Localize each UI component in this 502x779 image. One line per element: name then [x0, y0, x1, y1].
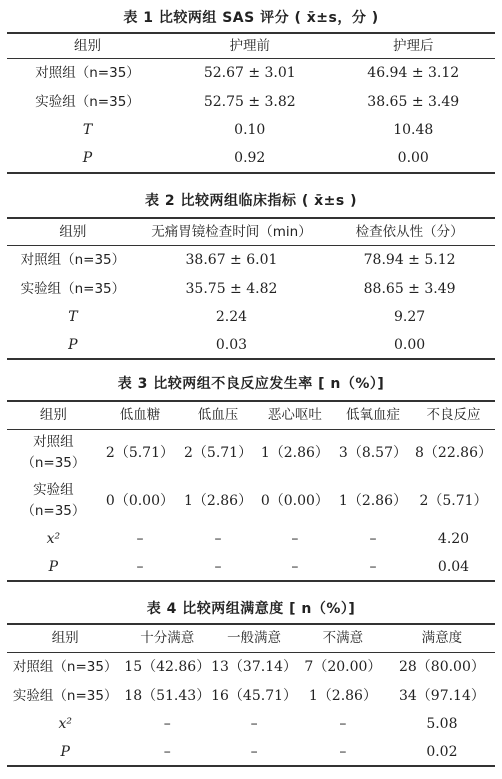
- table-1: [7, 32, 495, 174]
- table-2-caption: 表 2 比较两组临床指标 ( x̄±s ): [144, 193, 357, 209]
- table-row: [7, 303, 495, 331]
- header-exam-time: 无痛胃镜检查时间（min）: [139, 218, 324, 245]
- row-label: P: [68, 336, 78, 353]
- table-row: [7, 525, 495, 553]
- cell: 78.94 ± 5.12: [363, 252, 456, 269]
- cell: 4.20: [437, 531, 470, 547]
- cell: –: [291, 558, 299, 575]
- table-3: [7, 400, 495, 582]
- table-row: [7, 144, 495, 173]
- row-label: x²: [46, 531, 61, 547]
- header-hypoglycemia: 低血糖: [100, 401, 181, 429]
- row-label: 对照组（n=35）: [12, 659, 118, 676]
- header-hypoxemia: 低氧血症: [334, 401, 412, 429]
- row-label: P: [82, 150, 93, 166]
- cell: 1（2.86）: [260, 445, 329, 462]
- cell: 0（0.00）: [105, 493, 175, 509]
- cell: 10.48: [393, 122, 434, 138]
- table-row: [7, 553, 495, 581]
- cell: 52.67 ± 3.01: [203, 65, 296, 82]
- header-hypotension: 低血压: [180, 401, 256, 429]
- cell: 1（2.86）: [338, 493, 408, 509]
- table-2-block: [7, 190, 495, 360]
- table-row: [7, 245, 495, 275]
- cell: –: [339, 743, 347, 760]
- table-1-block: [7, 8, 495, 174]
- table-row: [7, 275, 495, 303]
- cell: 1（2.86）: [184, 493, 253, 509]
- row-label: T: [68, 309, 78, 325]
- header-dissatisfied: 不满意: [297, 624, 389, 652]
- header-very-satisfied: 十分满意: [123, 624, 211, 652]
- header-group: 组别: [7, 624, 123, 652]
- table-2: [7, 217, 495, 360]
- table-4-caption: 表 4 比较两组满意度 [ n（%）]: [146, 601, 356, 617]
- table-row: [7, 682, 495, 710]
- cell: –: [250, 743, 258, 760]
- cell: 15（42.86）: [124, 659, 211, 676]
- cell: –: [163, 743, 171, 760]
- row-label: x²: [58, 716, 72, 732]
- cell: 46.94 ± 3.12: [367, 65, 460, 82]
- cell: –: [136, 531, 144, 547]
- header-group: 组别: [7, 33, 168, 58]
- cell: 18（51.43）: [124, 688, 211, 704]
- cell: 35.75 ± 4.82: [185, 281, 278, 297]
- cell: 52.75 ± 3.82: [203, 94, 296, 110]
- table-row: [7, 477, 495, 525]
- cell: 2.24: [215, 309, 248, 325]
- header-adverse-reactions: 不良反应: [412, 401, 495, 429]
- cell: 28（80.00）: [398, 659, 485, 676]
- table-1-caption: 表 1 比较两组 SAS 评分 ( x̄±s，分 ): [123, 10, 379, 26]
- row-label: 对照组（n=35）: [21, 434, 86, 472]
- cell: 0（0.00）: [260, 493, 329, 509]
- cell: –: [163, 716, 171, 732]
- cell: 16（45.71）: [211, 688, 298, 704]
- cell: 7（20.00）: [304, 659, 382, 676]
- cell: 0.00: [394, 336, 426, 353]
- cell: 38.67 ± 6.01: [185, 252, 278, 269]
- table-row: [7, 429, 495, 477]
- header-before-care: 护理前: [168, 33, 331, 58]
- cell: 1（2.86）: [308, 688, 377, 704]
- cell: –: [136, 558, 144, 575]
- cell: –: [369, 531, 377, 547]
- cell: 0.04: [437, 558, 470, 575]
- cell: 0.02: [426, 743, 458, 760]
- table-row: [7, 58, 495, 88]
- header-after-care: 护理后: [332, 33, 496, 58]
- table-4: [7, 623, 495, 767]
- cell: 2（5.71）: [419, 493, 488, 509]
- table-row: [7, 88, 495, 116]
- table-4-block: [7, 598, 495, 767]
- header-group: 组别: [7, 218, 139, 245]
- cell: 9.27: [394, 309, 426, 325]
- cell: 34（97.14）: [398, 688, 485, 704]
- row-label: P: [48, 558, 59, 575]
- cell: 38.65 ± 3.49: [367, 94, 460, 110]
- cell: 2（5.71）: [105, 445, 175, 462]
- cell: 0.92: [234, 150, 266, 166]
- header-satisfaction-rate: 满意度: [389, 624, 495, 652]
- cell: 13（37.14）: [211, 659, 298, 676]
- cell: 5.08: [426, 716, 458, 732]
- cell: –: [369, 558, 377, 575]
- cell: 0.03: [215, 336, 248, 353]
- cell: 88.65 ± 3.49: [363, 281, 456, 297]
- cell: 2（5.71）: [184, 445, 253, 462]
- table-3-caption: 表 3 比较两组不良反应发生率 [ n（%）]: [117, 376, 385, 392]
- cell: –: [214, 531, 222, 547]
- table-row: [7, 710, 495, 738]
- cell: –: [291, 531, 299, 547]
- cell: –: [250, 716, 258, 732]
- header-nausea-vomiting: 恶心呕吐: [256, 401, 334, 429]
- table-row: [7, 738, 495, 766]
- cell: –: [214, 558, 222, 575]
- header-group: 组别: [7, 401, 100, 429]
- row-label: T: [82, 122, 93, 138]
- header-compliance: 检查依从性（分）: [324, 218, 495, 245]
- table-3-block: [7, 373, 495, 582]
- row-label: 对照组（n=35）: [35, 65, 140, 82]
- row-label: 实验组（n=35）: [12, 688, 118, 704]
- row-label: 实验组（n=35）: [20, 281, 126, 297]
- row-label: P: [60, 743, 70, 760]
- cell: 0.00: [397, 150, 429, 166]
- table-row: [7, 652, 495, 682]
- table-row: [7, 331, 495, 359]
- cell: 3（8.57）: [338, 445, 408, 462]
- row-label: 实验组（n=35）: [21, 482, 86, 519]
- row-label: 对照组（n=35）: [20, 252, 126, 269]
- cell: –: [339, 716, 347, 732]
- cell: 0.10: [234, 122, 266, 138]
- cell: 8（22.86）: [415, 445, 492, 462]
- table-row: [7, 116, 495, 144]
- header-generally-satisfied: 一般满意: [211, 624, 297, 652]
- row-label: 实验组（n=35）: [35, 94, 140, 110]
